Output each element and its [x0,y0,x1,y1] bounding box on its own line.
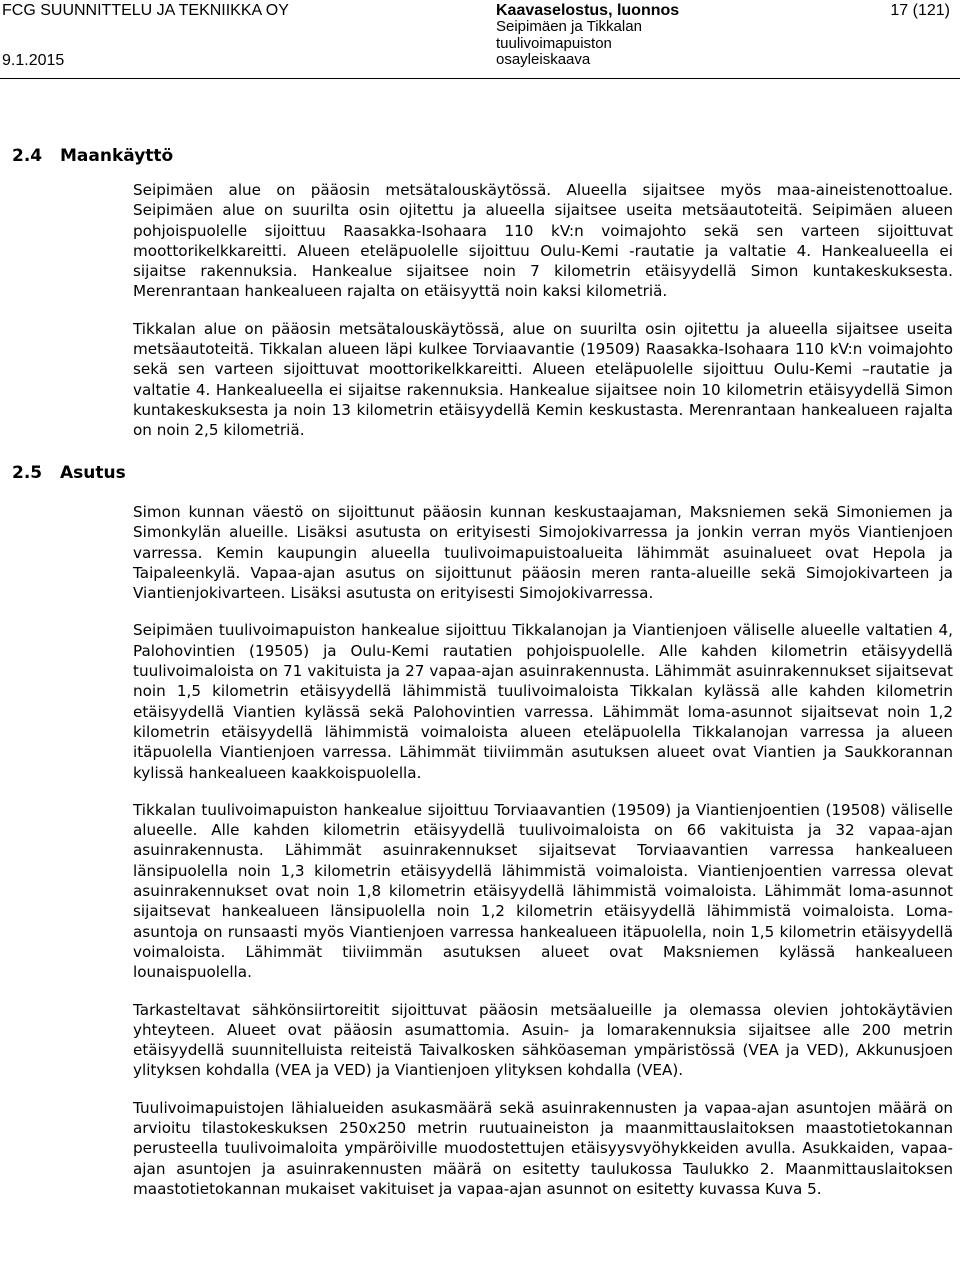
section-title: Maankäyttö [60,146,174,166]
header-subtitle-line: tuulivoimapuiston [496,34,612,52]
paragraph: Seipimäen alue on pääosin metsätalouskäytössä. Alueella sijaitsee myös maa-aineistenottoalue. Seipimäen alue on suurilta osin ojitettu ja alueella sijaitsee useita metsäautoteitä. Seipimäen alueen pohjoispuolelle sijoittuu Raasakka-Isohaara 110 kV:n voimajohto sekä sen varteen sijoittuvat moottorikelkkareitti. Alueen eteläpuolelle sijoittuu Oulu-Kemi -rautatie ja valtatie 4. Hankealueella ei sijaitse rakennuksia. Hankealue sijaitsee noin 7 kilometrin etäisyydellä Simon kuntakeskuksesta. Merenrantaan hankealueen rajalta on etäisyyttä noin kaksi kilometriä. [133,181,953,301]
header-subtitle-line: Seipimäen ja Tikkalan [496,18,642,35]
header-document-title: Kaavaselostus, luonnos [496,2,680,19]
header-divider [0,78,960,79]
header-subtitle-line: osayleiskaava [496,51,591,68]
header-document-subtitle [496,19,642,69]
page-header [0,0,960,80]
section-number: 2.4 [12,146,43,166]
header-page-number: 17 (121) [890,2,950,19]
paragraph: Tikkalan alue on pääosin metsätalouskäytössä, alue on suurilta osin ojitettu ja alueella sijaitsee useita metsäautoteitä. Tikkalan alueen läpi kulkee Torviaavantie (19509) Raasakka-Isohaara 110 kV:n voimajohto sekä sen varteen sijoittuvat moottorikelkkareitti. Alueen eteläpuolelle sijoittuu Oulu-Kemi –rautatie ja valtatie 4. Hankealueella ei sijaitse rakennuksia. Hankealue sijaitsee noin 10 kilometrin etäisyydellä Simon kuntakeskuksesta ja noin 13 kilometrin etäisyydellä Kemin keskustasta. Merenrantaan hankealueen rajalta on noin 2,5 kilometriä. [133,319,953,440]
paragraph: Simon kunnan väestö on sijoittunut pääosin kunnan keskustaajaman, Maksniemen sekä Simoniemen ja Simonkylän alueille. Lisäksi asutusta on erityisesti Simojokivarressa ja jonkin verran myös Viantienjoen varressa. Kemin kaupungin alueella tuulivoimapuistoalueita lähimmät asuinalueet ovat Hepola ja Taipaleenkylä. Vapaa-ajan asutus on sijoittunut pääosin meren ranta-alueille sekä Simojokivarteen ja Viantienjokivarteen. Lisäksi asutusta on erityisesti Simojokivarressa. [133,503,953,603]
section-body-asutus [133,502,953,1216]
section-body-maankaytto [133,180,953,458]
header-organization: FCG SUUNNITTELU JA TEKNIIKKA OY [2,2,289,19]
paragraph: Tikkalan tuulivoimapuiston hankealue sijoittuu Torviaavantien (19509) ja Viantienjoentien (19508) väliselle alueelle. Alle kahden kilometrin etäisyydellä tuulivoimaloista on 66 vakituista ja 32 vapaa-ajan asuinrakennusta. Lähimmät asuinrakennukset sijaitsevat Torviaavantien varressa hankealueen länsipuolella noin 1,3 kilometrin etäisyydellä lähimmistä voimaloista. Viantienjoentien varressa olevat asuinrakennukset ovat noin 1,8 kilometrin etäisyydellä lähimmistä voimaloista. Lähimmät loma-asunnot sijaitsevat hankealueen länsipuolella noin 1,2 kilometrin etäisyydellä lähimmistä voimaloista. Loma-asuntoja on runsaasti myös Viantienjoen varressa hankealueen itäpuolella, noin 1,5 kilometrin etäisyydellä voimaloista. Lähimmät tiiviimmän asutuksen alueet ovat Maksniemen kylässä hankealueen lounaispuolella. [133,800,953,982]
paragraph: Tuulivoimapuistojen lähialueiden asukasmäärä sekä asuinrakennusten ja vapaa-ajan asuntojen määrä on arvioitu tilastokeskuksen 250x250 metrin ruutuaineiston ja maanmittauslaitoksen maastotietokannan perusteella tuulivoimaloita ympäröiville muodostettujen etäisyysvyöhykkeiden avulla. Asukkaiden, vapaa-ajan asuntojen ja asuinrakennusten määrä on esitetty taulukossa Taulukko 2. Maanmittauslaitoksen maastotietokannan mukaiset vakituiset ja vapaa-ajan asunnot on esitetty kuvassa Kuva 5. [133,1098,953,1198]
paragraph: Seipimäen tuulivoimapuiston hankealue sijoittuu Tikkalanojan ja Viantienjoen väliselle alueelle valtatien 4, Palohovintien (19505) ja Oulu-Kemi rautatien pohjoispuolelle. Alle kahden kilometrin etäisyydellä tuulivoimaloista on 71 vakituista ja 27 vapaa-ajan asuinrakennusta. Lähimmät asuinrakennukset sijaitsevat noin 1,5 kilometrin etäisyydellä lähimmistä tuulivoimaloista Tikkalan kylässä alle kahden kilometrin etäisyydellä Viantien kylässä sekä Palohovintien varressa. Lähimmät loma-asunnot sijaitsevat noin 1,2 kilometrin etäisyydellä lähimmistä voimaloista alueen eteläpuolella Tikkalanojan varressa ja alueen itäpuolella Viantienjoen varressa. Lähimmät tiiviimmän asutuksen alueet ovat Viantien ja Saukkorannan kylissä hankealueen kaakkoispuolella. [133,621,953,782]
section-title: Asutus [60,463,126,483]
header-date: 9.1.2015 [2,52,65,69]
section-heading-asutus [12,463,126,483]
section-number: 2.5 [12,463,43,483]
paragraph: Tarkasteltavat sähkönsiirtoreitit sijoittuvat pääosin metsäalueille ja olemassa olevien johtokäytävien yhteyteen. Alueet ovat pääosin asumattomia. Asuin- ja lomarakennuksia sijaitsee alle 200 metrin etäisyydellä suunnitelluista reiteistä Taivalkosken sähköaseman ympäristössä (VEA ja VED), Akkunusjoen ylityksen kohdalla (VEA ja VED) ja Viantienjoen ylityksen kohdalla (VEA). [133,1000,953,1080]
section-heading-maankaytto [12,146,173,166]
